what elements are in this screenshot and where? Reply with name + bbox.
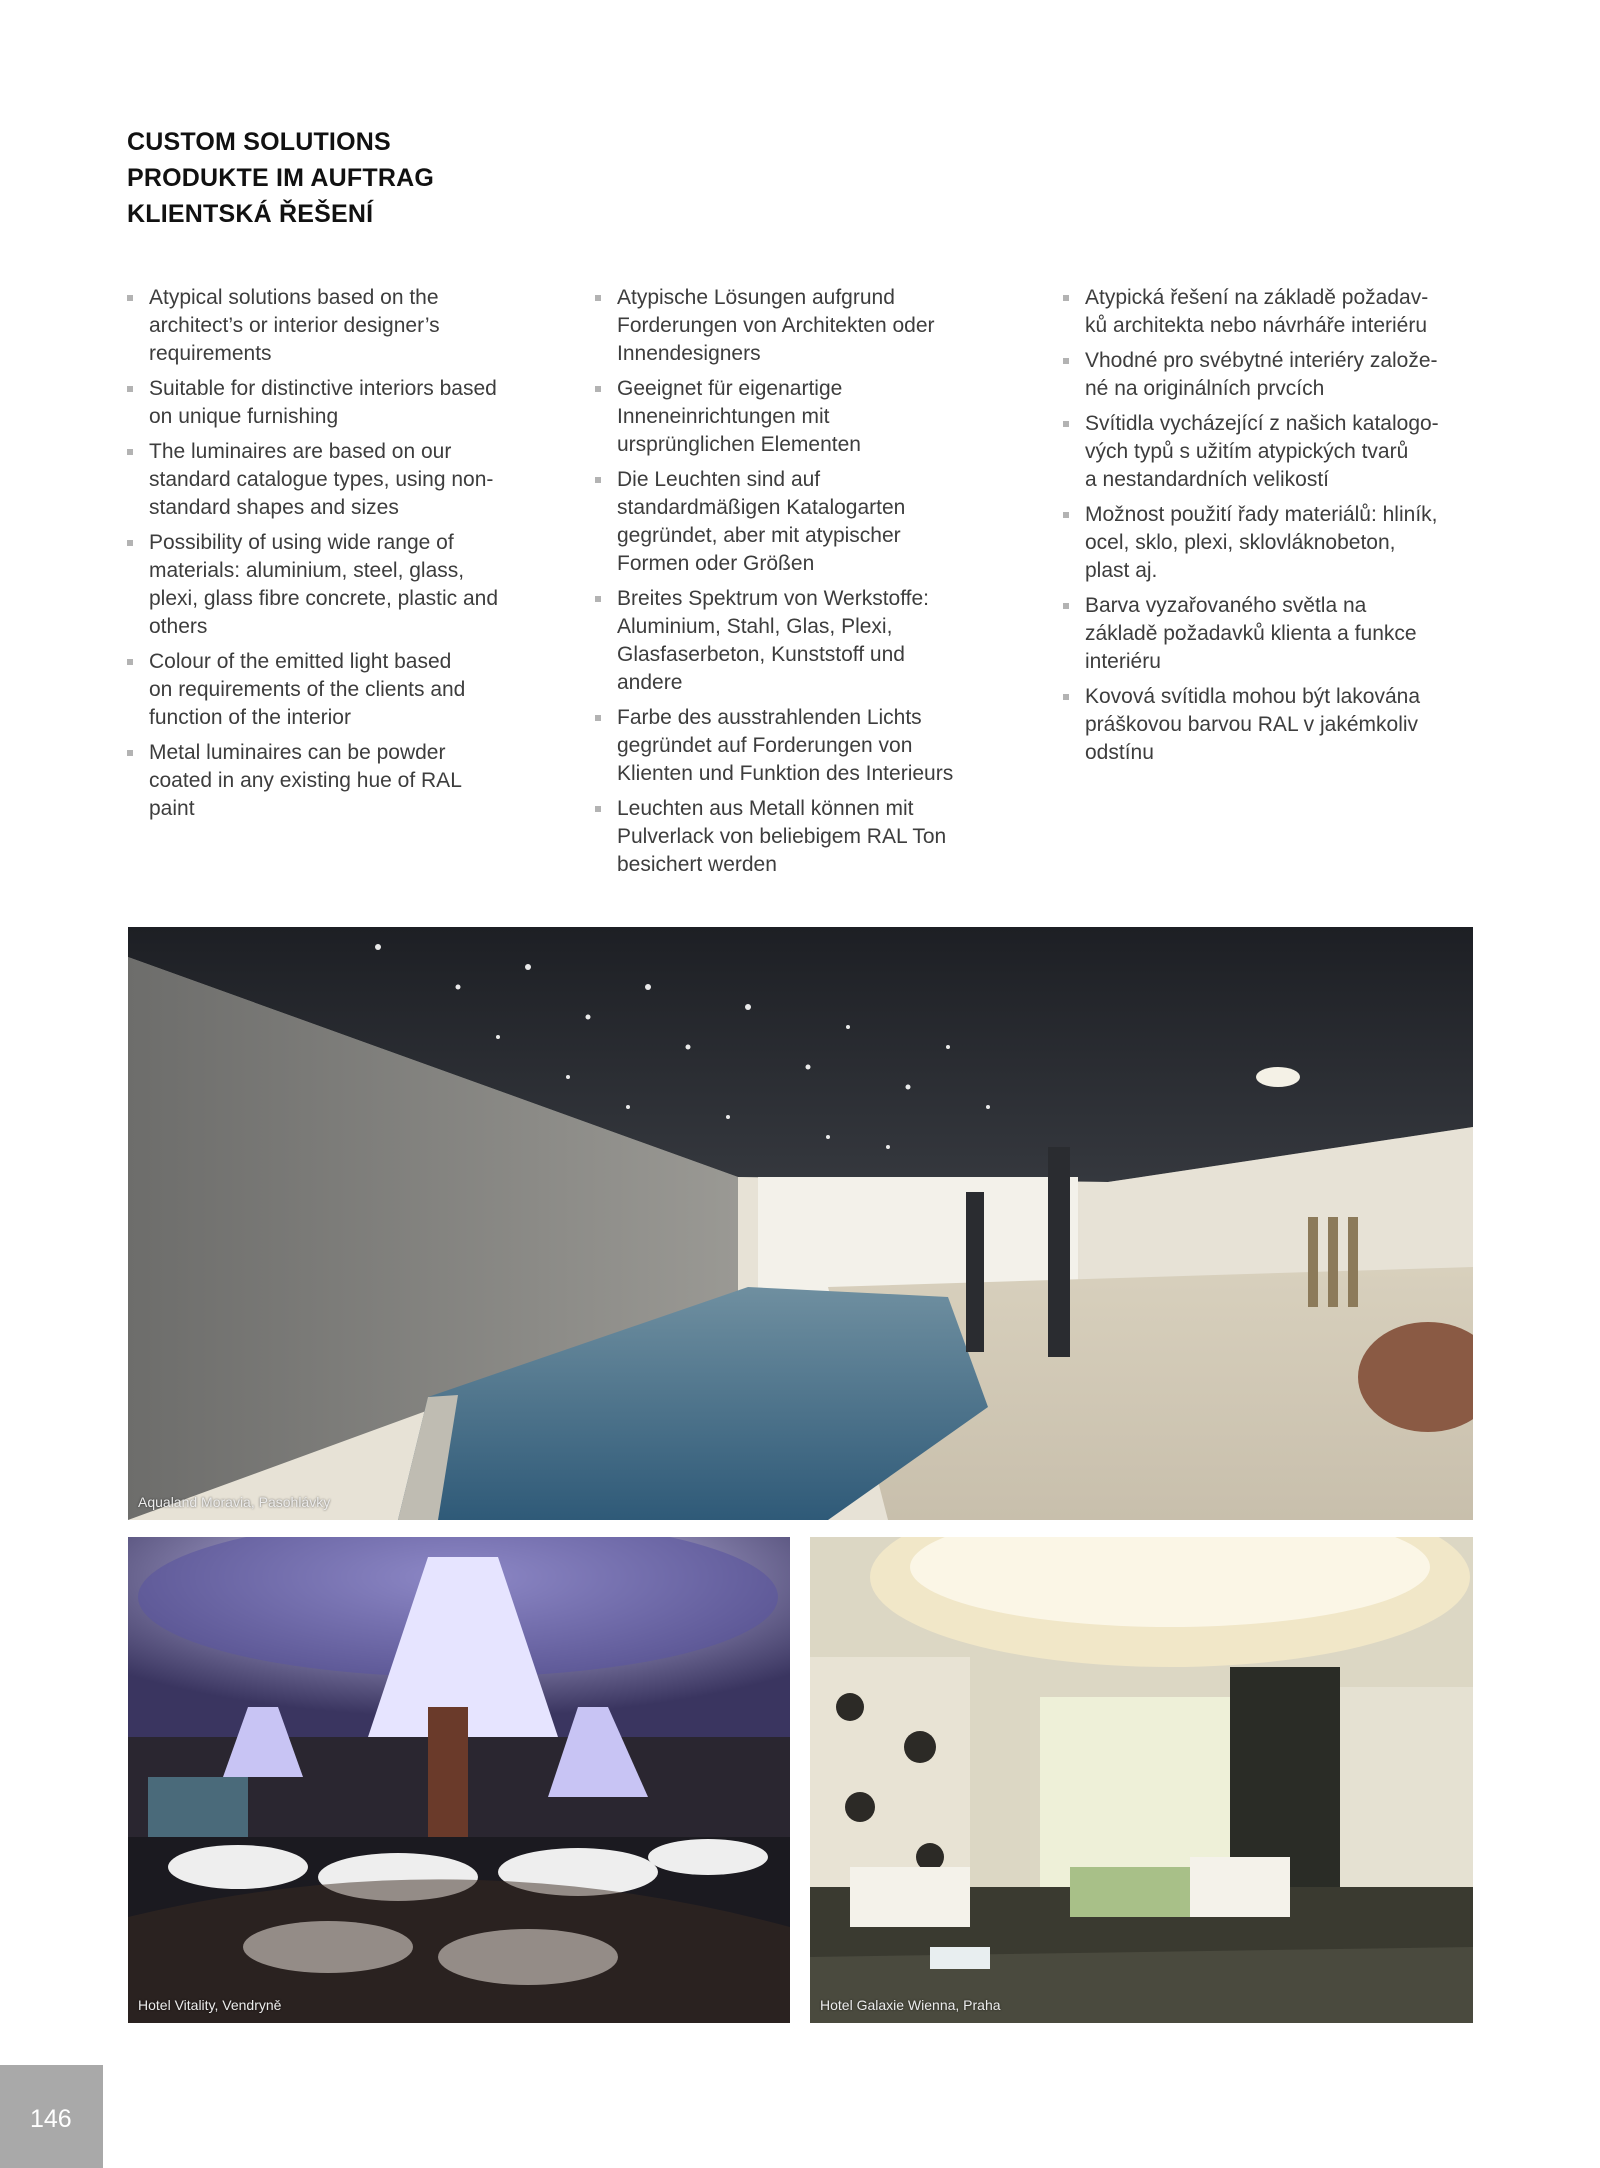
list-item: The luminaires are based on our standard catalogue types, using non- standard shapes and sizes bbox=[127, 438, 522, 522]
pool-illustration bbox=[128, 927, 1473, 1520]
photo-hotel-galaxie bbox=[810, 1537, 1473, 2023]
bullet-list-german bbox=[595, 284, 990, 879]
photo-caption: Hotel Galaxie Wienna, Praha bbox=[820, 1997, 1001, 2013]
photo-hotel-vitality bbox=[128, 1537, 790, 2023]
list-item: Atypische Lösungen aufgrund Forderungen von Architekten oder Innendesigners bbox=[595, 284, 990, 368]
list-item: Atypical solutions based on the architect’s or interior designer’s requirements bbox=[127, 284, 522, 368]
column-czech bbox=[1063, 284, 1458, 774]
bullet-list-czech bbox=[1063, 284, 1458, 767]
list-item: Vhodné pro svébytné interiéry založe- né na originálních prvcích bbox=[1063, 347, 1458, 403]
heading-line-cz: KLIENTSKÁ ŘEŠENÍ bbox=[127, 200, 374, 228]
restaurant-illustration bbox=[128, 1537, 790, 2023]
column-english bbox=[127, 284, 522, 830]
column-german bbox=[595, 284, 990, 886]
list-item: Farbe des ausstrahlenden Lichts gegründet auf Forderungen von Klienten und Funktion des Interieurs bbox=[595, 704, 990, 788]
photo-aqualand-pool bbox=[128, 927, 1473, 1520]
list-item: Možnost použití řady materiálů: hliník, ocel, sklo, plexi, sklovláknobeton, plast aj. bbox=[1063, 501, 1458, 585]
list-item: Colour of the emitted light based on requirements of the clients and function of the interior bbox=[127, 648, 522, 732]
list-item: Die Leuchten sind auf standardmäßigen Katalogarten gegründet, aber mit atypischer Formen oder Größen bbox=[595, 466, 990, 578]
list-item: Metal luminaires can be powder coated in any existing hue of RAL paint bbox=[127, 739, 522, 823]
list-item: Barva vyzařovaného světla na základě požadavků klienta a funkce interiéru bbox=[1063, 592, 1458, 676]
lobby-illustration bbox=[810, 1537, 1473, 2023]
heading-line-de: PRODUKTE IM AUFTRAG bbox=[127, 164, 435, 192]
list-item: Leuchten aus Metall können mit Pulverlack von beliebigem RAL Ton besichert werden bbox=[595, 795, 990, 879]
list-item: Kovová svítidla mohou být lakována práškovou barvou RAL v jakémkoliv odstínu bbox=[1063, 683, 1458, 767]
bullet-list-english bbox=[127, 284, 522, 823]
page-number: 146 bbox=[30, 2105, 72, 2133]
list-item: Breites Spektrum von Werkstoffe: Aluminium, Stahl, Glas, Plexi, Glasfaserbeton, Kunststoff und andere bbox=[595, 585, 990, 697]
page-heading bbox=[127, 124, 434, 232]
list-item: Svítidla vycházející z našich katalogo- vých typů s užitím atypických tvarů a nestandardních velikostí bbox=[1063, 410, 1458, 494]
list-item: Possibility of using wide range of materials: aluminium, steel, glass, plexi, glass fibre concrete, plastic and others bbox=[127, 529, 522, 641]
photo-caption: Hotel Vitality, Vendryně bbox=[138, 1997, 282, 2013]
heading-line-en: CUSTOM SOLUTIONS bbox=[127, 128, 391, 156]
photo-caption: Aqualand Moravia, Pasohlávky bbox=[138, 1494, 331, 1510]
list-item: Geeignet für eigenartige Inneneinrichtungen mit ursprünglichen Elementen bbox=[595, 375, 990, 459]
page-number-box bbox=[0, 2065, 103, 2168]
list-item: Suitable for distinctive interiors based on unique furnishing bbox=[127, 375, 522, 431]
list-item: Atypická řešení na základě požadav- ků architekta nebo návrháře interiéru bbox=[1063, 284, 1458, 340]
